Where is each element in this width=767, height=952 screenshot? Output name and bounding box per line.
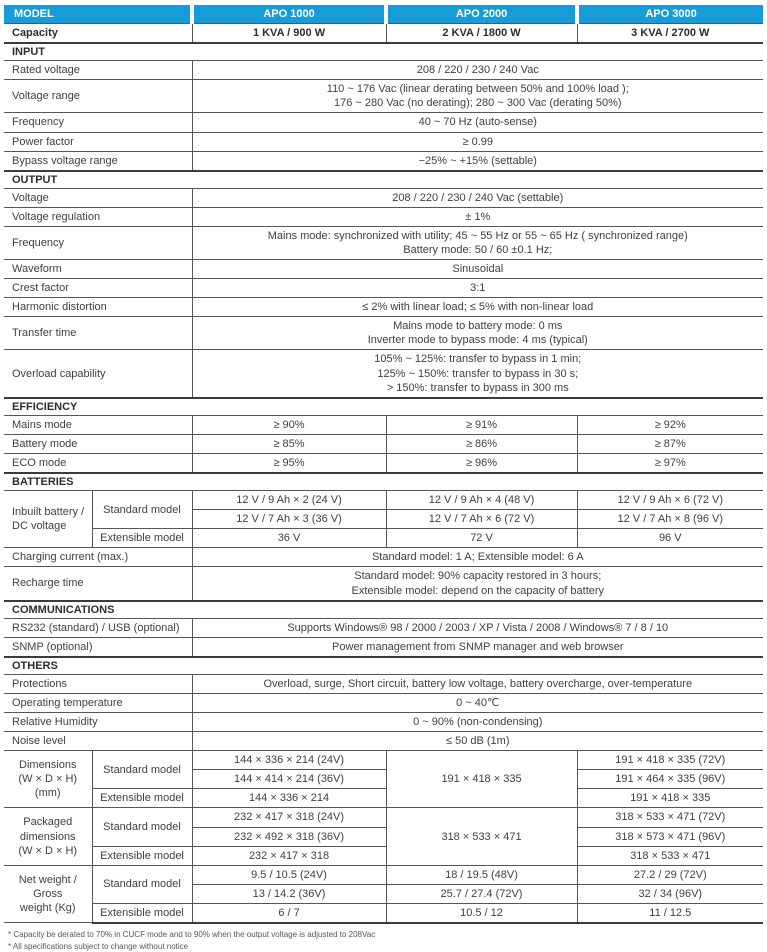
spec-row (4, 61, 763, 80)
spec-value: ≥ 91% (386, 415, 577, 434)
spec-value: 318 × 533 × 471 (577, 846, 763, 865)
spec-row (4, 415, 763, 434)
spec-row (4, 80, 763, 113)
spec-value: 18 / 19.5 (48V) (386, 865, 577, 884)
spec-label-line: Inbuilt battery / (12, 505, 88, 519)
spec-value: 3 KVA / 2700 W (577, 24, 763, 44)
spec-value: 144 × 336 × 214 (192, 789, 386, 808)
column-header-apo3000: APO 3000 (577, 5, 763, 24)
spec-value: 25.7 / 27.4 (72V) (386, 884, 577, 903)
spec-sublabel: Extensible model (92, 529, 192, 548)
spec-value: Power management from SNMP manager and web browser (192, 637, 763, 657)
spec-value: 6 / 7 (192, 903, 386, 923)
spec-row (4, 317, 763, 350)
spec-value: ≥ 92% (577, 415, 763, 434)
spec-row (4, 113, 763, 132)
section-title: OUTPUT (4, 171, 763, 189)
spec-sublabel: Extensible model (92, 903, 192, 923)
spec-label (4, 865, 92, 923)
spec-row (4, 808, 763, 827)
section-header-batteries (4, 473, 763, 491)
spec-value: 12 V / 9 Ah × 6 (72 V) (577, 491, 763, 510)
spec-sublabel: Standard model (92, 751, 192, 789)
spec-value: Sinusoidal (192, 260, 763, 279)
spec-value: ≥ 87% (577, 434, 763, 453)
spec-sublabel: Extensible model (92, 789, 192, 808)
spec-value: 12 V / 9 Ah × 2 (24 V) (192, 491, 386, 510)
spec-row (4, 567, 763, 601)
spec-row (4, 434, 763, 453)
spec-value: ≥ 90% (192, 415, 386, 434)
column-header-apo1000: APO 1000 (192, 5, 386, 24)
spec-label: Operating temperature (4, 693, 192, 712)
spec-label: Bypass voltage range (4, 151, 192, 171)
spec-label: Voltage (4, 188, 192, 207)
spec-row (4, 151, 763, 171)
spec-value: ≥ 96% (386, 453, 577, 473)
spec-value-line: > 150%: transfer to bypass in 300 ms (197, 381, 760, 395)
spec-value: 36 V (192, 529, 386, 548)
spec-label: Voltage regulation (4, 207, 192, 226)
spec-value (192, 80, 763, 113)
spec-label: Charging current (max.) (4, 548, 192, 567)
spec-value: 9.5 / 10.5 (24V) (192, 865, 386, 884)
spec-value: 10.5 / 12 (386, 903, 577, 923)
spec-label: RS232 (standard) / USB (optional) (4, 618, 192, 637)
spec-value: ≥ 97% (577, 453, 763, 473)
spec-value: 2 KVA / 1800 W (386, 24, 577, 44)
spec-label: Frequency (4, 113, 192, 132)
spec-label-line: (mm) (8, 786, 88, 800)
capacity-row (4, 24, 763, 44)
spec-value: 191 × 418 × 335 (386, 751, 577, 808)
spec-row (4, 713, 763, 732)
spec-value (192, 350, 763, 398)
spec-label-line: weight (Kg) (8, 901, 88, 915)
spec-value: 208 / 220 / 230 / 240 Vac (settable) (192, 188, 763, 207)
spec-value: 232 × 417 × 318 (24V) (192, 808, 386, 827)
spec-row (4, 548, 763, 567)
spec-row (4, 846, 763, 865)
spec-label: Frequency (4, 226, 192, 259)
spec-sublabel: Standard model (92, 808, 192, 846)
section-title: BATTERIES (4, 473, 763, 491)
spec-label: Overload capability (4, 350, 192, 398)
spec-row (4, 789, 763, 808)
spec-label-line: dimensions (8, 830, 88, 844)
spec-label: Rated voltage (4, 61, 192, 80)
spec-label: Power factor (4, 132, 192, 151)
spec-value (192, 567, 763, 601)
section-title: INPUT (4, 43, 763, 61)
spec-label: ECO mode (4, 453, 192, 473)
model-header-row (4, 5, 763, 24)
spec-value-line: Mains mode: synchronized with utility; 45 ~ 55 Hz or 55 ~ 65 Hz ( synchronized range) (197, 229, 760, 243)
model-header-label: MODEL (4, 5, 192, 24)
spec-label-line: Net weight / (8, 873, 88, 887)
spec-value: ≥ 95% (192, 453, 386, 473)
spec-value-line: 110 ~ 176 Vac (linear derating between 50% and 100% load ); (197, 82, 760, 96)
spec-row (4, 298, 763, 317)
spec-row (4, 491, 763, 510)
spec-label: Waveform (4, 260, 192, 279)
section-title: COMMUNICATIONS (4, 601, 763, 619)
spec-label: Capacity (4, 24, 192, 44)
spec-row (4, 188, 763, 207)
spec-value: 13 / 14.2 (36V) (192, 884, 386, 903)
spec-value: 318 × 533 × 471 (386, 808, 577, 865)
spec-value-line: Extensible model: depend on the capacity of battery (197, 584, 760, 598)
spec-value: 0 ~ 40℃ (192, 693, 763, 712)
spec-label: SNMP (optional) (4, 637, 192, 657)
spec-value: 208 / 220 / 230 / 240 Vac (192, 61, 763, 80)
footnote: * Capacity be derated to 70% in CUCF mode and to 90% when the output voltage is adjusted to 208Vac (8, 929, 763, 941)
spec-row (4, 453, 763, 473)
spec-value: 32 / 34 (96V) (577, 884, 763, 903)
section-header-communications (4, 601, 763, 619)
spec-value-line: Mains mode to battery mode: 0 ms (197, 319, 760, 333)
spec-label-line: (W × D × H) (8, 772, 88, 786)
spec-value: ± 1% (192, 207, 763, 226)
footnote: * All specifications subject to change without notice (8, 941, 763, 952)
spec-value: Overload, surge, Short circuit, battery low voltage, battery overcharge, over-temperature (192, 674, 763, 693)
spec-value: −25% ~ +15% (settable) (192, 151, 763, 171)
spec-row (4, 132, 763, 151)
spec-value: 232 × 492 × 318 (36V) (192, 827, 386, 846)
spec-label: Recharge time (4, 567, 192, 601)
section-header-input (4, 43, 763, 61)
column-header-apo2000: APO 2000 (386, 5, 577, 24)
spec-value: Supports Windows® 98 / 2000 / 2003 / XP / Vista / 2008 / Windows® 7 / 8 / 10 (192, 618, 763, 637)
spec-value: 12 V / 7 Ah × 8 (96 V) (577, 510, 763, 529)
spec-value-line: Battery mode: 50 / 60 ±0.1 Hz; (197, 243, 760, 257)
spec-row (4, 529, 763, 548)
spec-value: ≤ 50 dB (1m) (192, 732, 763, 751)
spec-row (4, 903, 763, 923)
spec-value: 3:1 (192, 279, 763, 298)
spec-value: 144 × 336 × 214 (24V) (192, 751, 386, 770)
spec-label: Voltage range (4, 80, 192, 113)
spec-value: 11 / 12.5 (577, 903, 763, 923)
spec-row (4, 350, 763, 398)
spec-row (4, 618, 763, 637)
spec-value: ≥ 0.99 (192, 132, 763, 151)
spec-label: Protections (4, 674, 192, 693)
spec-row (4, 693, 763, 712)
spec-value: 318 × 533 × 471 (72V) (577, 808, 763, 827)
spec-value: 0 ~ 90% (non-condensing) (192, 713, 763, 732)
spec-label-line: (W × D × H) (8, 844, 88, 858)
spec-row (4, 226, 763, 259)
spec-value: 232 × 417 × 318 (192, 846, 386, 865)
spec-value-line: 125% ~ 150%: transfer to bypass in 30 s; (197, 367, 760, 381)
spec-value-line: Standard model: 90% capacity restored in 3 hours; (197, 569, 760, 583)
spec-label: Transfer time (4, 317, 192, 350)
spec-label-line: Packaged (8, 815, 88, 829)
spec-row (4, 279, 763, 298)
spec-value: ≥ 85% (192, 434, 386, 453)
spec-label: Relative Humidity (4, 713, 192, 732)
spec-row (4, 865, 763, 884)
spec-value: 12 V / 7 Ah × 3 (36 V) (192, 510, 386, 529)
spec-value: 144 × 414 × 214 (36V) (192, 770, 386, 789)
spec-value: 27.2 / 29 (72V) (577, 865, 763, 884)
spec-value: 191 × 418 × 335 (577, 789, 763, 808)
spec-label-line: Gross (8, 887, 88, 901)
spec-value: 12 V / 7 Ah × 6 (72 V) (386, 510, 577, 529)
spec-label: Noise level (4, 732, 192, 751)
spec-value-line: 105% ~ 125%: transfer to bypass in 1 min; (197, 352, 760, 366)
section-header-output (4, 171, 763, 189)
spec-label-line: Dimensions (8, 758, 88, 772)
spec-row (4, 732, 763, 751)
spec-label (4, 808, 92, 865)
spec-row (4, 260, 763, 279)
spec-value: 1 KVA / 900 W (192, 24, 386, 44)
section-header-efficiency (4, 398, 763, 416)
spec-value: ≤ 2% with linear load; ≤ 5% with non-linear load (192, 298, 763, 317)
spec-value: 96 V (577, 529, 763, 548)
spec-label: Battery mode (4, 434, 192, 453)
section-title: EFFICIENCY (4, 398, 763, 416)
footnotes (8, 929, 763, 952)
spec-label-line: DC voltage (12, 519, 88, 533)
spec-value (192, 226, 763, 259)
spec-value: ≥ 86% (386, 434, 577, 453)
spec-value: 318 × 573 × 471 (96V) (577, 827, 763, 846)
spec-table (4, 5, 763, 924)
spec-row (4, 637, 763, 657)
spec-value-line: Inverter mode to bypass mode: 4 ms (typical) (197, 333, 760, 347)
spec-label (4, 491, 92, 548)
section-header-others (4, 657, 763, 675)
spec-row (4, 751, 763, 770)
spec-sublabel: Extensible model (92, 846, 192, 865)
spec-sublabel: Standard model (92, 491, 192, 529)
spec-value-line: 176 ~ 280 Vac (no derating); 280 ~ 300 Vac (derating 50%) (197, 96, 760, 110)
spec-label: Harmonic distortion (4, 298, 192, 317)
spec-value: 191 × 418 × 335 (72V) (577, 751, 763, 770)
spec-value: 72 V (386, 529, 577, 548)
spec-value: Standard model: 1 A; Extensible model: 6 A (192, 548, 763, 567)
spec-value (192, 317, 763, 350)
spec-label (4, 751, 92, 808)
section-title: OTHERS (4, 657, 763, 675)
spec-value: 40 ~ 70 Hz (auto-sense) (192, 113, 763, 132)
spec-value: 12 V / 9 Ah × 4 (48 V) (386, 491, 577, 510)
spec-label: Crest factor (4, 279, 192, 298)
spec-sublabel: Standard model (92, 865, 192, 903)
spec-value: 191 × 464 × 335 (96V) (577, 770, 763, 789)
spec-label: Mains mode (4, 415, 192, 434)
spec-row (4, 207, 763, 226)
spec-row (4, 674, 763, 693)
